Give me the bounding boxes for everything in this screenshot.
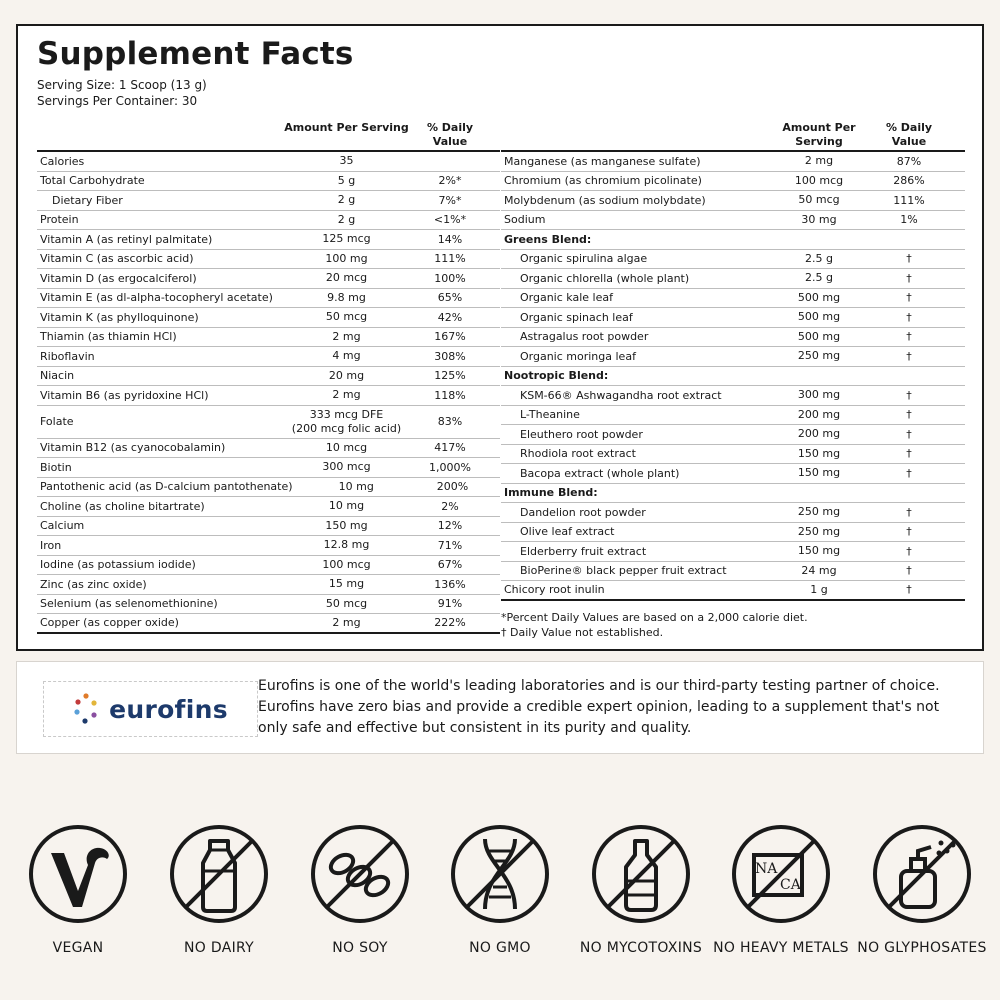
nutrient-amount: [278, 388, 415, 402]
nutrient-daily-value: †: [906, 583, 912, 597]
nutrient-name: Folate: [40, 415, 74, 428]
nutrient-amount: [763, 427, 875, 441]
badge-label: NO GMO: [469, 940, 531, 956]
nutrient-daily-value: †: [906, 505, 912, 519]
table-row: [501, 503, 965, 523]
nutrient-amount: [763, 271, 875, 285]
nutrient-amount: [763, 525, 875, 539]
amount-line: 200 mg: [797, 427, 841, 441]
nutrient-amount: [278, 310, 415, 324]
nutrient-name: Copper (as copper oxide): [40, 616, 179, 630]
badge-label: NO HEAVY METALS: [713, 940, 849, 956]
table-row: [37, 614, 500, 634]
nutrient-name: Immune Blend:: [504, 486, 598, 500]
nutrient-name: Molybdenum (as sodium molybdate): [504, 193, 706, 207]
nutrient-name: Vitamin E (as dl-alpha-tocopheryl acetate): [40, 291, 273, 305]
nutrient-amount: [763, 213, 875, 227]
table-row: [501, 230, 965, 250]
nutrient-amount: [763, 310, 875, 324]
nutrient-name: Pantothenic acid (as D-calcium pantothenate): [40, 480, 293, 494]
table-row: [37, 347, 500, 367]
nutrient-daily-value: 111%: [434, 252, 466, 266]
amount-line: 10 mg: [328, 499, 365, 513]
nutrient-daily-value: 14%: [437, 232, 463, 246]
nutrient-daily-value: 71%: [437, 538, 463, 552]
nutrient-name: Protein: [40, 213, 79, 227]
nutrient-name: Organic chlorella (whole plant): [520, 271, 690, 285]
nutrient-amount: [278, 499, 415, 513]
nutrient-daily-value: 65%: [437, 291, 463, 305]
amount-line: 2.5 g: [805, 271, 833, 285]
nutrient-daily-value: 7%*: [438, 193, 462, 207]
serving-info: [37, 77, 207, 109]
nutrient-amount: [763, 408, 875, 422]
nutrient-name: Organic moringa leaf: [520, 349, 636, 363]
amount-line: 125 mcg: [322, 232, 371, 246]
facts-title: Supplement Facts: [37, 36, 354, 72]
amount-line: 50 mcg: [325, 596, 368, 610]
badge-no-heavy-metals: [711, 823, 851, 956]
amount-line: 500 mg: [797, 329, 841, 343]
nutrient-daily-value: 1,000%: [429, 460, 471, 474]
nutrient-name: Rhodiola root extract: [520, 447, 636, 461]
nutrient-amount: [763, 583, 875, 597]
nutrient-name: Chicory root inulin: [504, 583, 605, 597]
nutrient-daily-value: †: [906, 544, 912, 558]
nutrient-rows-right: [501, 152, 965, 601]
nutrient-name: Olive leaf extract: [520, 525, 615, 539]
table-row: [37, 172, 500, 192]
table-row: [37, 289, 500, 309]
badge-label: NO MYCOTOXINS: [579, 940, 703, 956]
nutrient-amount: [278, 193, 415, 207]
amount-line: 150 mg: [797, 544, 841, 558]
table-row: [37, 152, 500, 172]
nutrient-daily-value: 67%: [437, 558, 463, 572]
badge-no-mycotoxins: [571, 823, 711, 956]
amount-line: 500 mg: [797, 310, 841, 324]
nutrient-name: Astragalus root powder: [520, 330, 649, 344]
nutrient-daily-value: †: [906, 388, 912, 402]
nutrient-amount: [278, 330, 415, 344]
nutrient-daily-value: 308%: [434, 349, 466, 363]
amount-line: 250 mg: [797, 524, 841, 538]
amount-line: 100 mcg: [794, 173, 844, 187]
table-row: [37, 575, 500, 595]
table-row: [37, 536, 500, 556]
footnote-daily-values: *Percent Daily Values are based on a 2,000 calorie diet.: [501, 611, 808, 624]
footnotes: [501, 610, 808, 640]
table-row: [501, 152, 965, 172]
element-symbol: NA: [755, 861, 778, 877]
badges-row: [0, 823, 1000, 993]
nutrient-daily-value: 87%: [896, 154, 922, 168]
amount-line: 100 mg: [325, 251, 368, 265]
nutrient-name: Calcium: [40, 519, 85, 533]
nutrient-name: Organic spirulina algae: [520, 252, 648, 266]
amount-line: 24 mg: [801, 563, 837, 577]
nutrient-name: Organic spinach leaf: [520, 310, 633, 324]
nutrient-name: Greens Blend:: [504, 232, 592, 246]
table-row: [37, 517, 500, 537]
nutrient-name: KSM-66® Ashwagandha root extract: [520, 388, 722, 402]
table-row: [501, 250, 965, 270]
table-row: [501, 211, 965, 231]
table-row: [37, 230, 500, 250]
nutrient-daily-value: †: [906, 330, 912, 344]
table-row: [37, 386, 500, 406]
nutrient-name: Manganese (as manganese sulfate): [504, 154, 701, 168]
badge-label: NO GLYPHOSATES: [857, 940, 987, 956]
nutrient-amount: [278, 291, 415, 305]
table-row: [37, 458, 500, 478]
badge-label: NO DAIRY: [184, 940, 254, 956]
amount-line: 1 g: [810, 582, 828, 596]
nutrient-daily-value: †: [906, 447, 912, 461]
nutrient-daily-value: 136%: [434, 577, 466, 591]
table-row: [37, 269, 500, 289]
eurofins-dots-icon: [73, 692, 103, 726]
table-row: [37, 328, 500, 348]
facts-table-left: [37, 121, 500, 634]
nutrient-amount: [278, 213, 415, 227]
nutrient-name: Bacopa extract (whole plant): [520, 466, 680, 480]
amount-line: 300 mg: [797, 388, 841, 402]
nutrient-daily-value: <1%*: [433, 213, 467, 227]
table-row: [501, 172, 965, 192]
eurofins-description: Eurofins is one of the world's leading laboratories and is our third-party testing partner of choice. Eurofins have zero bias and provide a credible expert opinion, leading to a supplement that's not only safe and effective but consistent in its purity and quality.: [258, 678, 940, 736]
nutrient-name: Vitamin D (as ergocalciferol): [40, 271, 197, 285]
nutrient-name: Calories: [40, 154, 85, 168]
table-header: [501, 121, 965, 152]
nutrient-name: L-Theanine: [520, 408, 580, 422]
amount-line: 5 g: [337, 173, 356, 187]
nutrient-daily-value: 200%: [436, 480, 469, 494]
nutrient-amount: [278, 441, 415, 455]
amount-line: 50 mcg: [798, 193, 840, 207]
nutrient-daily-value: 12%: [437, 519, 463, 533]
milk-bottle-icon: [168, 823, 270, 925]
nutrient-name: Vitamin B6 (as pyridoxine HCl): [40, 388, 209, 402]
nutrient-daily-value: 286%: [893, 174, 925, 188]
table-row: [501, 464, 965, 484]
amount-line: 2 g: [337, 193, 356, 207]
eurofins-panel: [16, 661, 984, 754]
table-row: [501, 269, 965, 289]
nutrient-daily-value: †: [906, 252, 912, 266]
table-row: [37, 191, 500, 211]
nutrient-amount: [293, 480, 420, 494]
nutrient-name: Zinc (as zinc oxide): [40, 577, 147, 591]
table-row: [501, 308, 965, 328]
nutrient-name: Dietary Fiber: [52, 193, 123, 207]
table-row: [37, 439, 500, 459]
amount-line: 250 mg: [797, 505, 841, 519]
amount-line: 2 mg: [332, 388, 361, 402]
nutrient-amount: [763, 349, 875, 363]
supplement-facts-panel: [16, 24, 984, 651]
nutrient-amount: [278, 597, 415, 611]
table-row: [501, 562, 965, 582]
amount-line: 10 mcg: [325, 440, 368, 454]
table-row: [501, 289, 965, 309]
soybean-icon: [309, 823, 411, 925]
amount-line: 20 mg: [328, 368, 365, 382]
nutrient-name: Vitamin A (as retinyl palmitate): [40, 232, 213, 246]
nutrient-daily-value: 2%: [441, 499, 459, 513]
amount-line: 30 mg: [801, 212, 837, 226]
table-row: [501, 581, 965, 601]
amount-line: 20 mcg: [325, 271, 368, 285]
amount-line: 100 mcg: [322, 557, 371, 571]
amount-line: 50 mcg: [325, 310, 368, 324]
table-header: [37, 121, 500, 152]
nutrient-name: Thiamin (as thiamin HCl): [40, 330, 177, 344]
nutrient-name: Dandelion root powder: [520, 505, 646, 519]
eurofins-logo-text: eurofins: [109, 694, 228, 724]
nutrient-name: Vitamin K (as phylloquinone): [40, 310, 199, 324]
nutrient-amount: [763, 388, 875, 402]
nutrient-daily-value: †: [906, 466, 912, 480]
nutrient-daily-value: †: [906, 271, 912, 285]
nutrient-daily-value: 1%: [900, 213, 918, 227]
header-daily-value: % Daily Value: [885, 121, 933, 148]
footnote-not-established: † Daily Value not established.: [501, 626, 664, 639]
nutrient-amount: [763, 544, 875, 558]
nutrient-amount: [278, 577, 415, 591]
badge-no-gmo: [430, 823, 570, 956]
facts-table-right: [501, 121, 965, 601]
table-row: [37, 367, 500, 387]
badge-label: VEGAN: [52, 940, 104, 956]
amount-line: (200 mcg folic acid): [291, 421, 402, 435]
bottle-icon: [590, 823, 692, 925]
amount-line: 2.5 g: [805, 251, 833, 265]
amount-line: 10 mg: [338, 479, 374, 493]
table-row: [501, 406, 965, 426]
table-row: [37, 556, 500, 576]
nutrient-daily-value: 42%: [437, 310, 463, 324]
nutrient-daily-value: 417%: [434, 441, 466, 455]
table-row: [501, 191, 965, 211]
amount-line: 4 mg: [332, 349, 361, 363]
table-row: [501, 484, 965, 504]
logo-dot: [75, 699, 80, 704]
nutrient-name: Choline (as choline bitartrate): [40, 499, 205, 513]
nutrient-amount: [278, 519, 415, 533]
dna-icon: [449, 823, 551, 925]
nutrient-daily-value: 83%: [437, 415, 463, 428]
nutrient-amount: [763, 154, 875, 168]
nutrient-name: Biotin: [40, 460, 72, 474]
table-row: [501, 328, 965, 348]
nutrient-name: Selenium (as selenomethionine): [40, 597, 218, 611]
nutrient-amount: [278, 154, 415, 168]
table-row: [37, 497, 500, 517]
nutrient-daily-value: †: [906, 427, 912, 441]
table-row: [501, 542, 965, 562]
nutrient-amount: [278, 369, 415, 383]
table-row: [501, 523, 965, 543]
nutrient-amount: [278, 232, 415, 246]
badge-vegan: [8, 823, 148, 956]
logo-dot: [74, 709, 79, 714]
nutrient-name: Iron: [40, 538, 62, 552]
nutrient-amount: [763, 505, 875, 519]
badge-label: NO SOY: [332, 940, 388, 956]
nutrient-amount: [278, 616, 415, 630]
nutrient-daily-value: †: [906, 525, 912, 539]
table-row: [37, 308, 500, 328]
table-row: [501, 425, 965, 445]
nutrient-daily-value: †: [906, 564, 912, 578]
header-daily-value: % Daily Value: [426, 121, 474, 148]
nutrient-name: Elderberry fruit extract: [520, 544, 647, 558]
nutrient-name: Niacin: [40, 369, 75, 383]
table-row: [501, 445, 965, 465]
nutrient-amount: [763, 193, 875, 207]
amount-line: 2 g: [337, 212, 356, 226]
nutrient-amount: [278, 252, 415, 266]
logo-dot: [91, 712, 96, 717]
nutrient-amount: [278, 349, 415, 363]
eurofins-logo: [43, 681, 258, 737]
spray-bottle-icon: [871, 823, 973, 925]
amount-line: 35: [339, 154, 354, 168]
nutrient-name: Nootropic Blend:: [504, 369, 609, 383]
nutrient-name: Chromium (as chromium picolinate): [504, 174, 702, 188]
nutrient-name: Sodium: [504, 213, 546, 227]
nutrient-amount: [278, 460, 415, 474]
amount-line: 333 mcg DFE: [309, 407, 384, 421]
nutrient-amount: [278, 538, 415, 552]
nutrient-name: Total Carbohydrate: [40, 174, 145, 188]
nutrient-daily-value: 91%: [437, 597, 463, 611]
nutrient-daily-value: †: [906, 310, 912, 324]
nutrient-daily-value: 222%: [434, 616, 466, 630]
nutrient-amount: [763, 564, 875, 578]
table-row: [37, 595, 500, 615]
nutrient-amount: [763, 330, 875, 344]
serving-size: Serving Size: 1 Scoop (13 g): [37, 78, 207, 92]
nutrient-daily-value: 118%: [434, 388, 466, 402]
amount-line: 150 mg: [797, 466, 841, 480]
nutrient-name: Iodine (as potassium iodide): [40, 558, 196, 572]
header-amount: Amount Per Serving: [284, 121, 409, 134]
amount-line: 150 mg: [797, 446, 841, 460]
badge-no-dairy: [149, 823, 289, 956]
nutrient-name: Riboflavin: [40, 349, 95, 363]
nutrient-amount: [278, 558, 415, 572]
table-row: [37, 211, 500, 231]
table-row: [37, 478, 500, 498]
amount-line: 150 mg: [325, 518, 368, 532]
nutrient-rows-left: [37, 152, 500, 634]
table-row: [501, 367, 965, 387]
nutrient-daily-value: 111%: [893, 193, 925, 207]
nutrient-daily-value: 100%: [434, 271, 466, 285]
logo-dot: [91, 700, 96, 705]
logo-dot: [82, 718, 87, 723]
amount-line: 15 mg: [328, 577, 365, 591]
amount-line: 300 mcg: [322, 460, 371, 474]
nutrient-name: Vitamin C (as ascorbic acid): [40, 252, 194, 266]
nutrient-amount: [278, 408, 415, 436]
nutrient-name: Eleuthero root powder: [520, 427, 643, 441]
header-amount: Amount Per Serving: [782, 121, 856, 148]
periodic-element-icon: [730, 823, 832, 925]
logo-dot: [83, 693, 88, 698]
table-row: [37, 250, 500, 270]
nutrient-name: BioPerine® black pepper fruit extract: [520, 564, 727, 578]
servings-per-container: Servings Per Container: 30: [37, 94, 198, 108]
amount-line: 2 mg: [804, 154, 834, 168]
amount-line: 250 mg: [797, 349, 841, 363]
nutrient-amount: [763, 447, 875, 461]
nutrient-amount: [763, 466, 875, 480]
nutrient-amount: [278, 174, 415, 188]
nutrient-daily-value: 167%: [434, 330, 466, 344]
amount-line: 2 mg: [332, 329, 361, 343]
table-row: [37, 406, 500, 439]
badge-no-soy: [290, 823, 430, 956]
amount-line: 2 mg: [332, 615, 361, 629]
table-row: [501, 386, 965, 406]
nutrient-name: Vitamin B12 (as cyanocobalamin): [40, 441, 226, 455]
amount-line: 9.8 mg: [327, 290, 366, 304]
nutrient-amount: [763, 252, 875, 266]
nutrient-name: Organic kale leaf: [520, 291, 613, 305]
element-symbol: CA: [780, 877, 801, 893]
nutrient-amount: [763, 174, 875, 188]
amount-line: 200 mg: [797, 407, 841, 421]
nutrient-daily-value: 2%*: [438, 174, 462, 188]
table-row: [501, 347, 965, 367]
nutrient-amount: [278, 271, 415, 285]
nutrient-amount: [763, 291, 875, 305]
nutrient-daily-value: †: [906, 291, 912, 305]
nutrient-daily-value: †: [906, 349, 912, 363]
vegan-v-icon: [27, 823, 129, 925]
amount-line: 12.8 mg: [323, 538, 370, 552]
nutrient-daily-value: 125%: [434, 369, 466, 383]
amount-line: 500 mg: [797, 290, 841, 304]
badge-no-glyphosates: [852, 823, 992, 956]
nutrient-daily-value: †: [906, 408, 912, 422]
